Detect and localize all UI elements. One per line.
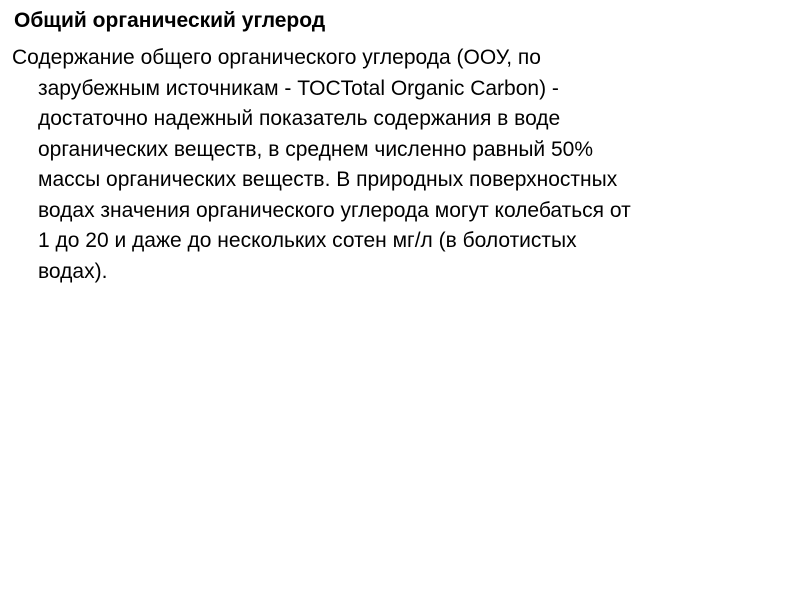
paragraph-line: органических веществ, в среднем численно равный 50% bbox=[38, 137, 594, 161]
paragraph-line: водах значения органического углерода могут колебаться от bbox=[38, 198, 631, 222]
paragraph-line: водах). bbox=[38, 259, 108, 283]
paragraph-line: зарубежным источникам - ТОСTotal Organic Carbon) - bbox=[38, 76, 559, 100]
slide-title: Общий органический углерод bbox=[14, 9, 326, 32]
paragraph-line: достаточно надежный показатель содержания в воде bbox=[38, 107, 561, 130]
paragraph-line: массы органических веществ. В природных поверхностных bbox=[38, 168, 618, 191]
paragraph-line: Содержание общего органического углерода (ООУ, по bbox=[12, 46, 541, 69]
paragraph-line: 1 до 20 и даже до нескольких сотен мг/л (в болотистых bbox=[38, 229, 577, 252]
body-paragraph bbox=[12, 43, 794, 287]
